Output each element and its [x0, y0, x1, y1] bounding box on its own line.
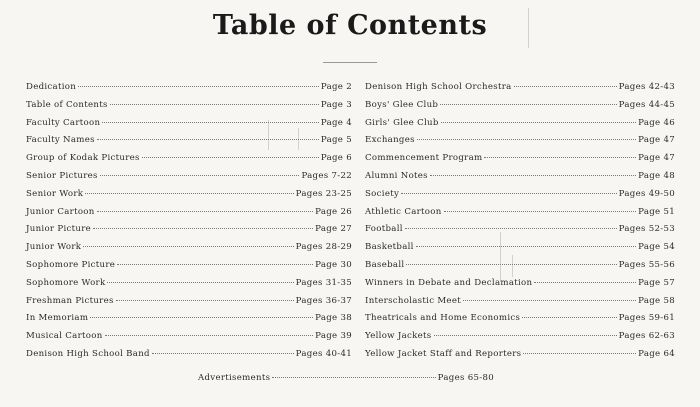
entry-page: Page 5	[320, 135, 352, 146]
dot-leader	[434, 335, 617, 336]
dot-leader	[401, 193, 617, 194]
contents-entry	[26, 260, 352, 278]
entry-label: Senior Work	[26, 188, 84, 199]
entry-page: Page 47	[638, 153, 675, 164]
contents-entry	[26, 278, 352, 296]
contents-entry	[365, 189, 675, 207]
contents-entry	[365, 153, 675, 171]
entry-label: Society	[365, 188, 400, 199]
entry-page: Pages 65-80	[437, 373, 494, 383]
entry-page: Pages 42-43	[618, 82, 675, 92]
dot-leader	[405, 228, 617, 229]
contents-entry	[365, 135, 675, 153]
contents-left-column	[26, 82, 352, 367]
contents-entry	[365, 82, 675, 100]
entry-page: Pages 44-45	[618, 99, 675, 110]
entry-label: Yellow Jackets	[365, 331, 432, 342]
contents-entry	[26, 82, 352, 100]
contents-entry	[26, 118, 352, 136]
scan-mark	[528, 8, 529, 48]
dot-leader	[142, 157, 319, 158]
dot-leader	[463, 300, 636, 301]
dot-leader	[416, 246, 636, 247]
contents-entry	[26, 242, 352, 260]
entry-label: Junior Work	[26, 242, 82, 253]
entry-label: Denison High School Orchestra	[365, 82, 512, 92]
entry-page: Pages 28-29	[295, 242, 352, 253]
contents-entry	[365, 296, 675, 314]
entry-page: Page 6	[320, 153, 352, 164]
title-divider	[323, 62, 377, 63]
contents-entry	[365, 100, 675, 118]
entry-page: Pages 40-41	[295, 348, 352, 359]
entry-label: Advertisements	[198, 373, 271, 383]
contents-right-column	[365, 82, 675, 367]
entry-page: Page 4	[320, 117, 352, 128]
contents-entry	[26, 135, 352, 153]
dot-leader	[152, 353, 294, 354]
dot-leader	[514, 86, 617, 87]
contents-entry	[365, 331, 675, 349]
entry-page: Pages 31-35	[295, 277, 352, 288]
contents-entry	[26, 100, 352, 118]
entry-page: Page 38	[315, 313, 352, 324]
entry-page: Page 47	[638, 135, 675, 146]
contents-entry	[365, 242, 675, 260]
entry-page: Page 54	[638, 242, 675, 253]
entry-label: Dedication	[26, 82, 77, 92]
dot-leader	[93, 228, 313, 229]
dot-leader	[85, 193, 293, 194]
dot-leader	[90, 317, 313, 318]
entry-page: Page 58	[638, 295, 675, 306]
contents-entry	[365, 278, 675, 296]
dot-leader	[117, 264, 313, 265]
entry-label: Athletic Cartoon	[365, 206, 442, 217]
entry-page: Pages 49-50	[618, 188, 675, 199]
dot-leader	[522, 317, 616, 318]
dot-leader	[97, 139, 319, 140]
entry-label: Girls' Glee Club	[365, 117, 439, 128]
scan-mark	[500, 232, 501, 282]
entry-label: Faculty Cartoon	[26, 117, 101, 128]
advertisements-entry	[198, 373, 494, 391]
entry-label: Yellow Jacket Staff and Reporters	[365, 348, 522, 359]
dot-leader	[78, 86, 319, 87]
dot-leader	[440, 104, 616, 105]
dot-leader	[534, 282, 636, 283]
entry-page: Pages 36-37	[295, 295, 352, 306]
dot-leader	[110, 104, 319, 105]
entry-page: Page 46	[638, 117, 675, 128]
entry-label: Football	[365, 224, 403, 235]
dot-leader	[116, 300, 294, 301]
contents-entry	[365, 118, 675, 136]
dot-leader	[444, 211, 637, 212]
entry-label: Musical Cartoon	[26, 331, 103, 342]
scan-mark	[268, 120, 269, 150]
contents-entry	[26, 189, 352, 207]
dot-leader	[97, 211, 314, 212]
entry-label: Table of Contents	[26, 99, 108, 110]
contents-entry	[26, 224, 352, 242]
entry-page: Pages 23-25	[295, 188, 352, 199]
dot-leader	[417, 139, 636, 140]
entry-page: Page 64	[638, 348, 675, 359]
contents-entry	[26, 313, 352, 331]
entry-label: Denison High School Band	[26, 348, 150, 359]
contents-entry	[26, 349, 352, 367]
dot-leader	[441, 122, 636, 123]
entry-page: Page 26	[315, 206, 352, 217]
entry-page: Pages 62-63	[618, 331, 675, 342]
entry-page: Page 39	[315, 331, 352, 342]
contents-entry	[365, 171, 675, 189]
contents-entry	[26, 207, 352, 225]
entry-page: Pages 52-53	[618, 224, 675, 235]
entry-page: Pages 7-22	[301, 170, 352, 181]
entry-page: Page 57	[638, 277, 675, 288]
dot-leader	[430, 175, 636, 176]
contents-entry	[26, 153, 352, 171]
contents-entry	[26, 171, 352, 189]
entry-label: Exchanges	[365, 135, 415, 146]
dot-leader	[272, 377, 435, 378]
entry-label: Boys' Glee Club	[365, 99, 439, 110]
entry-label: Winners in Debate and Declamation	[365, 277, 533, 288]
contents-entry	[365, 313, 675, 331]
contents-entry	[365, 349, 675, 367]
dot-leader	[105, 335, 314, 336]
entry-label: In Memoriam	[26, 313, 89, 324]
dot-leader	[83, 246, 293, 247]
entry-label: Alumni Notes	[365, 170, 428, 181]
contents-entry	[26, 331, 352, 349]
dot-leader	[107, 282, 293, 283]
entry-label: Theatricals and Home Economics	[365, 313, 521, 324]
contents-entry	[365, 207, 675, 225]
contents-entry	[365, 224, 675, 242]
entry-label: Commencement Program	[365, 153, 483, 164]
dot-leader	[100, 175, 300, 176]
entry-label: Junior Cartoon	[26, 206, 95, 217]
entry-label: Group of Kodak Pictures	[26, 153, 140, 164]
entry-page: Page 2	[320, 82, 352, 92]
entry-page: Page 30	[315, 259, 352, 270]
entry-page: Page 48	[638, 170, 675, 181]
entry-label: Junior Picture	[26, 224, 92, 235]
dot-leader	[484, 157, 636, 158]
contents-entry	[26, 296, 352, 314]
entry-label: Faculty Names	[26, 135, 95, 146]
dot-leader	[523, 353, 636, 354]
entry-label: Senior Pictures	[26, 170, 98, 181]
entry-page: Pages 59-61	[618, 313, 675, 324]
entry-label: Basketball	[365, 242, 414, 253]
entry-label: Interscholastic Meet	[365, 295, 461, 306]
entry-page: Page 3	[320, 99, 352, 110]
entry-label: Baseball	[365, 259, 405, 270]
contents-entry	[365, 260, 675, 278]
entry-label: Freshman Pictures	[26, 295, 114, 306]
entry-page: Page 51	[638, 206, 675, 217]
scan-mark	[512, 255, 513, 277]
page-title: Table of Contents	[212, 10, 488, 41]
dot-leader	[102, 122, 319, 123]
entry-page: Page 27	[315, 224, 352, 235]
entry-page: Pages 55-56	[618, 259, 675, 270]
scan-mark	[298, 128, 299, 150]
entry-label: Sophomore Work	[26, 277, 106, 288]
entry-label: Sophomore Picture	[26, 259, 116, 270]
